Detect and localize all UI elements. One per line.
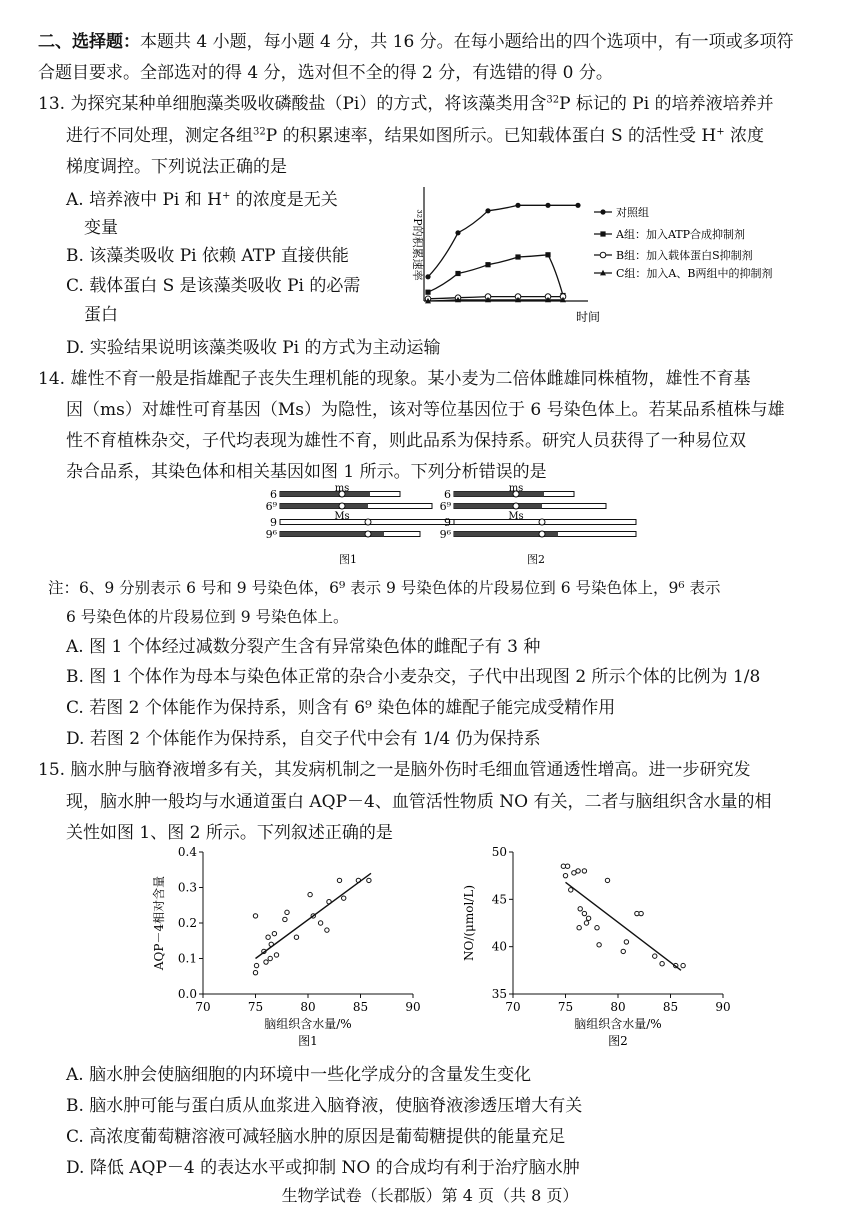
chromosome-diagram-1 — [266, 484, 462, 541]
q13-stem-line-3: 梯度调控。下列说法正确的是 — [66, 157, 287, 177]
x-axis-label: 脑组织含水量/% — [574, 1017, 662, 1031]
q14-stem-line-4: 杂合品系，其染色体和相关基因如图 1 所示。下列分析错误的是 — [66, 462, 547, 482]
chromosome-label: 9⁶ — [439, 528, 451, 541]
data-point — [253, 914, 257, 918]
figure-caption-2: 图2 — [527, 553, 545, 566]
data-point — [584, 921, 588, 925]
q13-option-b: B. 该藻类吸收 Pi 依赖 ATP 直接供能 — [66, 246, 349, 266]
chromosome-label: 6⁹ — [265, 500, 277, 513]
x-axis-label: 时间 — [575, 310, 601, 324]
data-point — [274, 953, 278, 957]
data-point — [425, 290, 430, 295]
centromere — [539, 519, 545, 525]
chromosome-segment — [454, 504, 542, 509]
q14-stem-line-3: 性不育植株杂交，子代均表现为雄性不育，则此品系为保持系。研究人员获得了一种易位双 — [66, 431, 746, 451]
data-point — [586, 916, 590, 920]
figure-caption: 图2 — [608, 1034, 628, 1048]
figure-caption-1: 图1 — [339, 553, 357, 566]
q13-stem-line-2 — [66, 124, 856, 148]
q15-option-d: D. 降低 AQP－4 的表达水平或抑制 NO 的合成均有利于治疗脑水肿 — [66, 1158, 580, 1178]
y-tick-label: 50 — [491, 845, 507, 859]
data-point — [264, 960, 268, 964]
chromosome-label: 6 — [444, 488, 451, 501]
chart-legend — [594, 205, 772, 280]
data-point — [342, 896, 346, 900]
legend-entry: A组：加入ATP合成抑制剂 — [616, 228, 746, 241]
legend-marker — [600, 231, 605, 236]
q13-option-c-line-2: 蛋白 — [84, 305, 118, 325]
q15-stem-line-1: 15. 脑水肿与脑脊液增多有关，其发病机制之一是脑外伤时毛细血管通透性增高。进一步研究发 — [38, 760, 751, 780]
data-point — [515, 203, 520, 208]
series-line-2 — [428, 297, 563, 299]
legend-entry: C组：加入A、B两组中的抑制剂 — [616, 267, 773, 280]
x-tick-label: 80 — [610, 1000, 626, 1014]
y-axis-label: AQP－4相对含量 — [152, 875, 166, 971]
chart-series-group — [425, 203, 581, 304]
chromosome-diagram-2 — [440, 484, 636, 541]
section-intro-line-2: 合题目要求。全部选对的得 4 分，选对但不全的得 2 分，有选错的得 0 分。 — [38, 63, 613, 83]
figure-caption: 图1 — [298, 1034, 318, 1048]
data-point — [582, 911, 586, 915]
option-text: 的浓度是无关 — [230, 190, 338, 210]
q13-option-a-line-2: 变量 — [84, 218, 118, 238]
y-tick-label: 45 — [491, 892, 507, 907]
data-point — [681, 963, 685, 967]
data-point — [254, 963, 258, 967]
data-point — [597, 943, 601, 947]
x-axis-label: 脑组织含水量/% — [264, 1017, 352, 1031]
series-line-1 — [428, 255, 563, 296]
data-point — [283, 917, 287, 921]
data-point — [578, 907, 582, 911]
q15-option-b: B. 脑水肿可能与蛋白质从血浆进入脑脊液，使脑脊液渗透压增大有关 — [66, 1096, 583, 1116]
scatter-plot-aqp4 — [151, 845, 421, 1048]
q13-stem-line-1 — [38, 92, 828, 116]
x-tick-label: 75 — [247, 1000, 264, 1014]
data-point — [425, 274, 430, 279]
q13-text: 浓度 — [724, 126, 765, 146]
x-tick-label: 80 — [300, 1000, 316, 1014]
chromosome-label: 9 — [270, 516, 277, 529]
scatter-plot-no — [462, 845, 731, 1048]
section-intro-line-1 — [38, 30, 828, 54]
data-point — [308, 892, 312, 896]
y-tick-label: 0.2 — [177, 916, 197, 930]
data-point — [624, 940, 628, 944]
data-point — [639, 911, 643, 915]
data-point — [272, 931, 276, 935]
y-tick-label: 0.1 — [177, 951, 197, 966]
chromosome-segment — [280, 492, 370, 497]
data-point — [595, 926, 599, 930]
y-axis-label: ³²P的积累速率 — [411, 209, 424, 281]
q15-option-a: A. 脑水肿会使脑细胞的内环境中一些化学成分的含量发生变化 — [66, 1065, 532, 1085]
data-point — [575, 203, 580, 208]
centromere — [365, 519, 371, 525]
section-heading: 二、选择题： — [38, 32, 140, 52]
series-line-0 — [428, 205, 578, 276]
gene-label-Ms: Ms — [508, 511, 524, 522]
data-point — [325, 928, 329, 932]
q14-option-c: C. 若图 2 个体能作为保持系，则含有 6⁹ 染色体的雄配子能完成受精作用 — [66, 698, 616, 718]
x-tick-label: 85 — [662, 1000, 679, 1014]
data-point — [660, 962, 664, 966]
option-text: A. 培养液中 Pi 和 H — [66, 190, 222, 210]
chromosome-label: 6 — [270, 488, 277, 501]
q13-text: 13. 为探究某种单细胞藻类吸收磷酸盐（Pi）的方式，将该藻类用含 — [38, 94, 547, 114]
data-point — [582, 869, 586, 873]
trend-line — [256, 873, 372, 958]
superscript: + — [222, 190, 231, 202]
q13-text: P 的积累速率，结果如图所示。已知载体蛋白 S 的活性受 H — [265, 126, 717, 146]
q14-stem-line-2: 因（ms）对雄性可育基因（Ms）为隐性，该对等位基因位于 6 号染色体上。若某品系植株与雄 — [66, 400, 785, 420]
centromere — [365, 531, 371, 537]
q13-line-chart — [398, 183, 838, 331]
q13-text: P 标记的 Pi 的培养液培养并 — [559, 94, 774, 114]
gene-label-Ms: Ms — [334, 511, 350, 522]
y-tick-label: 0.3 — [177, 880, 197, 895]
chromosome-segment — [454, 492, 544, 497]
q15-stem-line-3: 关性如图 1、图 2 所示。下列叙述正确的是 — [66, 823, 393, 843]
chromosome-label: 6⁹ — [439, 500, 451, 513]
superscript: 32 — [253, 126, 266, 138]
data-point — [545, 203, 550, 208]
centromere — [513, 503, 519, 509]
data-point — [565, 864, 569, 868]
x-tick-label: 90 — [715, 1000, 731, 1014]
q13-option-d: D. 实验结果说明该藻类吸收 Pi 的方式为主动运输 — [66, 338, 441, 358]
data-point — [266, 935, 270, 939]
q14-option-d: D. 若图 2 个体能作为保持系，自交子代中会有 1/4 仍为保持系 — [66, 729, 541, 749]
x-tick-label: 70 — [505, 1000, 521, 1014]
q14-note-line-2: 6 号染色体的片段易位到 9 号染色体上。 — [66, 608, 349, 626]
data-point — [545, 252, 550, 257]
q14-note-line-1: 注：6、9 分别表示 6 号和 9 号染色体，6⁹ 表示 9 号染色体的片段易位到 6 号染色体上，9⁶ 表示 — [48, 579, 721, 597]
q13-text: 进行不同处理，测定各组 — [66, 126, 253, 146]
data-point — [485, 208, 490, 213]
centromere — [339, 503, 345, 509]
gene-label-ms: ms — [334, 484, 350, 494]
q15-option-c: C. 高浓度葡萄糖溶液可减轻脑水肿的原因是葡萄糖提供的能量充足 — [66, 1127, 566, 1147]
x-tick-label: 90 — [405, 1000, 421, 1014]
y-tick-label: 0.4 — [177, 845, 197, 859]
q14-option-a: A. 图 1 个体经过减数分裂产生含有异常染色体的雌配子有 3 种 — [66, 637, 541, 657]
y-axis-label: NO/(μmol/L) — [462, 885, 476, 961]
q15-scatter-figures — [140, 845, 760, 1055]
x-tick-label: 75 — [557, 1000, 574, 1014]
legend-entry: 对照组 — [616, 206, 649, 219]
q14-option-b: B. 图 1 个体作为母本与染色体正常的杂合小麦杂交，子代中出现图 2 所示个体的比例为 1/8 — [66, 667, 761, 687]
data-point — [455, 271, 460, 276]
legend-marker — [600, 252, 606, 258]
x-tick-label: 70 — [195, 1000, 211, 1014]
legend-marker — [600, 209, 605, 214]
data-point — [294, 935, 298, 939]
y-tick-label: 35 — [491, 987, 507, 1001]
page-footer: 生物学试卷（长郡版）第 4 页（共 8 页） — [281, 1186, 579, 1205]
data-point — [653, 954, 657, 958]
data-point — [367, 878, 371, 882]
q14-stem-line-1: 14. 雄性不育一般是指雄配子丧失生理机能的现象。某小麦为二倍体雌雄同株植物，雄性不育基 — [38, 369, 751, 389]
legend-entry: B组：加入载体蛋白S抑制剂 — [616, 249, 753, 262]
data-point — [337, 878, 341, 882]
data-point — [515, 254, 520, 259]
x-tick-label: 85 — [352, 1000, 369, 1014]
trend-line — [566, 882, 682, 970]
superscript: 32 — [546, 94, 560, 106]
q15-stem-line-2: 现，脑水肿一般均与水通道蛋白 AQP－4、血管活性物质 NO 有关，二者与脑组织含水量的相 — [66, 792, 772, 812]
data-point — [253, 971, 257, 975]
section-intro-text: 本题共 4 小题，每小题 4 分，共 16 分。在每小题给出的四个选项中，有一项或多项符 — [140, 32, 794, 52]
q13-option-c-line-1: C. 载体蛋白 S 是该藻类吸收 Pi 的必需 — [66, 276, 361, 296]
data-point — [621, 949, 625, 953]
data-point — [576, 869, 580, 873]
data-point — [605, 878, 609, 882]
centromere — [539, 531, 545, 537]
data-point — [563, 873, 567, 877]
data-point — [455, 230, 460, 235]
data-point — [268, 956, 272, 960]
chromosome-label: 9 — [444, 516, 451, 529]
q14-chromosome-figure — [258, 484, 638, 570]
data-point — [577, 926, 581, 930]
data-point — [485, 262, 490, 267]
gene-label-ms: ms — [508, 484, 524, 494]
data-point — [285, 910, 289, 914]
superscript: + — [716, 126, 725, 138]
chromosome-label: 9⁶ — [265, 528, 277, 541]
y-tick-label: 40 — [491, 939, 507, 954]
y-tick-label: 0.0 — [177, 987, 197, 1001]
data-point — [318, 921, 322, 925]
chromosome-segment — [280, 504, 368, 509]
